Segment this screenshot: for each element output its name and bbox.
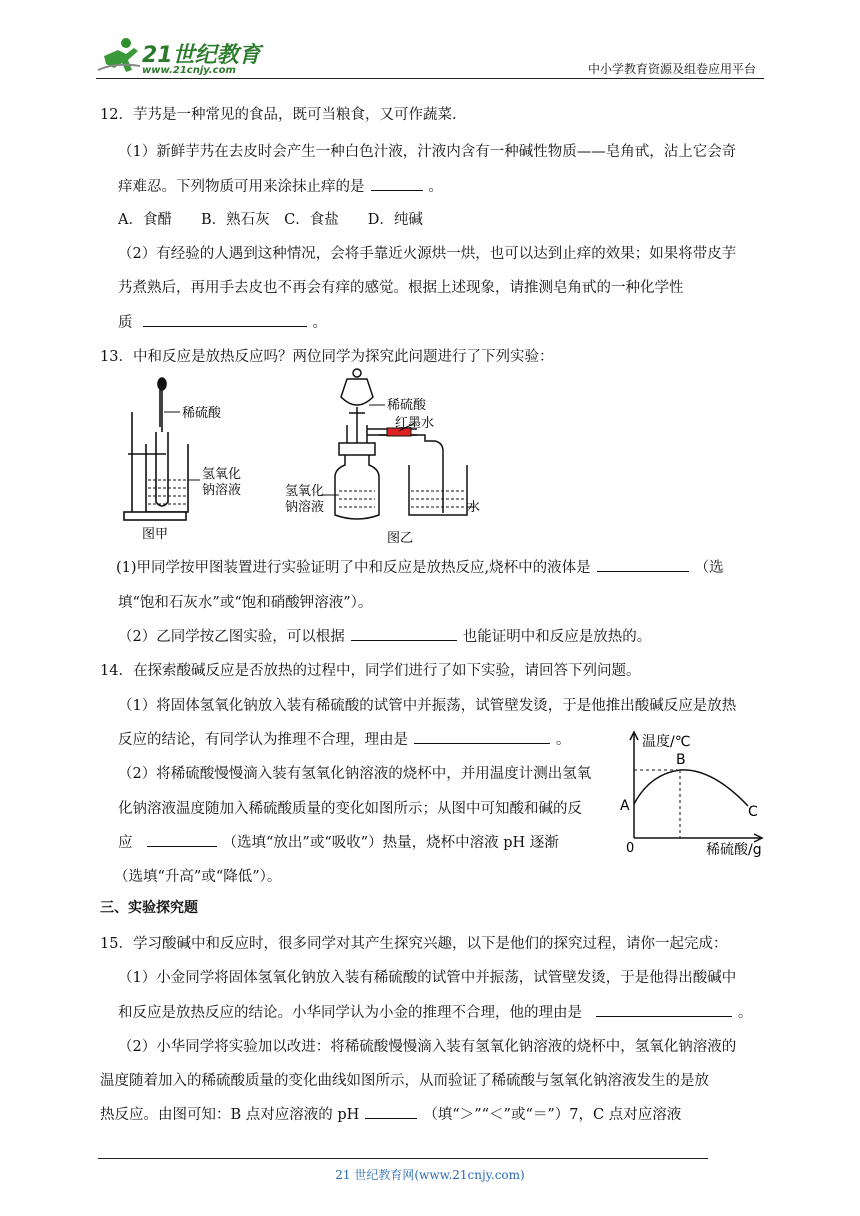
q14-p2c-text: 应 [118,835,133,851]
q13-p2 [118,625,651,646]
temperature-curve [634,770,748,806]
q12-p1b [118,175,443,196]
figure-yi-apparatus [285,365,485,545]
q12-stem: 12．芋艿是一种常见的食品，既可当粮食，又可作蔬菜. [100,107,457,123]
answer-blank[interactable] [351,626,457,641]
fig-jia-naoh-label-1: 氢氧化 [202,467,242,482]
q12-p1b-end: 。 [428,179,443,195]
q14-p2b: 化钠溶液温度随加入稀硫酸质量的变化如图所示；从图中可知酸和碱的反 [118,801,582,817]
answer-blank[interactable] [597,557,689,572]
answer-blank[interactable] [365,1104,417,1119]
answer-blank[interactable] [147,832,217,847]
fig-yi-ink-label: 红墨水 [395,416,435,431]
q15-p2c-text: 热反应。由图可知：B 点对应溶液的 pH [100,1107,360,1123]
fig-yi-caption: 图乙 [387,531,414,545]
q15-p1b [118,1001,753,1022]
q14-p1b [118,728,571,749]
q15-stem: 15．学习酸碱中和反应时，很多同学对其产生探究兴趣，以下是他们的探究过程，请你一起完成： [100,936,728,952]
q12-p2b: 艿煮熟后，再用手去皮也不再会有痒的感觉。根据上述现象，请推测皂角甙的一种化学性 [118,280,684,296]
figure-jia-apparatus [118,372,268,542]
header-platform-text: 中小学教育资源及组卷应用平台 [587,62,756,76]
runner-logo-icon [96,36,142,78]
logo-main-text: 21世纪教育 [142,43,261,68]
q13-stem: 13．中和反应是放热反应吗？两位同学为探究此问题进行了下列实验： [100,349,554,365]
q12-options: A．食醋 B．熟石灰 C．食盐 D．纯碱 [118,212,423,228]
answer-blank[interactable] [596,1002,732,1017]
q15-p2a: （2）小华同学将实验加以改进：将稀硫酸慢慢滴入装有氢氧化钠溶液的烧杯中，氢氧化钠溶液的 [118,1039,737,1055]
q14-p2c-end: （选填“放出”或“吸收”）热量，烧杯中溶液 pH 逐渐 [222,835,559,851]
q13-p1b: 填“饱和石灰水”或“饱和硝酸钾溶液”）。 [118,595,373,611]
graph-xlabel: 稀硫酸/g [706,842,762,858]
footer-text: 21 世纪教育网(www.21cnjy.com) [335,1168,525,1182]
header-logo [96,36,266,80]
q14-p2c [118,831,559,852]
answer-blank[interactable] [414,729,550,744]
q12-p2c-end: 。 [312,315,327,331]
section-3-heading: 三、实验探究题 [100,900,198,916]
q12-p2c-text: 质 [118,315,133,331]
graph-point-b: B [676,752,686,768]
q13-p1a-end: （选 [694,560,724,576]
q12-p1a: （1）新鲜芋艿在去皮时会产生一种白色汁液，汁液内含有一种碱性物质——皂角甙，沾上它会奇 [118,144,737,160]
q12-p2a: （2）有经验的人遇到这种情况，会将手靠近火源烘一烘，也可以达到止痒的效果；如果将带皮芋 [118,246,737,262]
fig-yi-naoh-label-2: 钠溶液 [285,500,325,515]
q14-p1a: （1）将固体氢氧化钠放入装有稀硫酸的试管中并振荡，试管壁发烫，于是他推出酸碱反应是放热 [118,698,737,714]
logo-url-text: www.21cnjy.com [142,65,236,76]
q12-p1b-text: 痒难忍。下列物质可用来涂抹止痒的是 [118,179,365,195]
q15-p2c-end: （填“＞”“＜”或“＝”）7，C 点对应溶液 [423,1107,682,1123]
graph-point-a: A [620,798,630,814]
q15-p1b-text: 和反应是放热反应的结论。小华同学认为小金的推理不合理，他的理由是 [118,1005,582,1021]
graph-point-c: C [748,804,758,820]
temperature-graph [620,728,768,858]
fig-jia-caption: 图甲 [142,527,169,542]
graph-origin: 0 [626,841,635,856]
q14-p1b-end: 。 [556,732,571,748]
q14-stem: 14．在探索酸碱反应是否放热的过程中，同学们进行了如下实验，请回答下列问题。 [100,663,641,679]
q14-p2d: （选填“升高”或“降低”）。 [114,869,282,885]
q12-p2c [118,311,327,332]
q13-p2-end: 也能证明中和反应是放热的。 [462,629,652,645]
graph-ylabel: 温度/℃ [642,734,691,750]
q15-p1a: （1）小金同学将固体氢氧化钠放入装有稀硫酸的试管中并振荡，试管壁发烫，于是他得出酸碱中 [118,970,737,986]
fig-yi-water-label: 水 [467,500,481,515]
fig-jia-naoh-label-2: 钠溶液 [202,483,242,498]
fig-jia-acid-label: 稀硫酸 [182,406,222,421]
footer-divider [98,1158,708,1159]
q15-p2b: 温度随着加入的稀硫酸质量的变化曲线如图所示，从而验证了稀硫酸与氢氧化钠溶液发生的是放 [100,1073,709,1089]
fig-yi-naoh-label-1: 氢氧化 [285,484,325,499]
q15-p2c [100,1103,681,1124]
header-divider [96,78,764,79]
answer-blank[interactable] [143,312,307,327]
q13-p1a [116,556,724,577]
q15-p1b-end: 。 [738,1005,753,1021]
q14-p2a: （2）将稀硫酸慢慢滴入装有氢氧化钠溶液的烧杯中，并用温度计测出氢氧 [118,766,592,782]
q13-p1a-text: (1)甲同学按甲图装置进行实验证明了中和反应是放热反应,烧杯中的液体是 [116,560,591,576]
q13-p2-text: （2）乙同学按乙图实验，可以根据 [118,629,345,645]
answer-blank[interactable] [371,176,423,191]
fig-yi-acid-label: 稀硫酸 [387,398,427,413]
q14-p1b-text: 反应的结论，有同学认为推理不合理，理由是 [118,732,408,748]
